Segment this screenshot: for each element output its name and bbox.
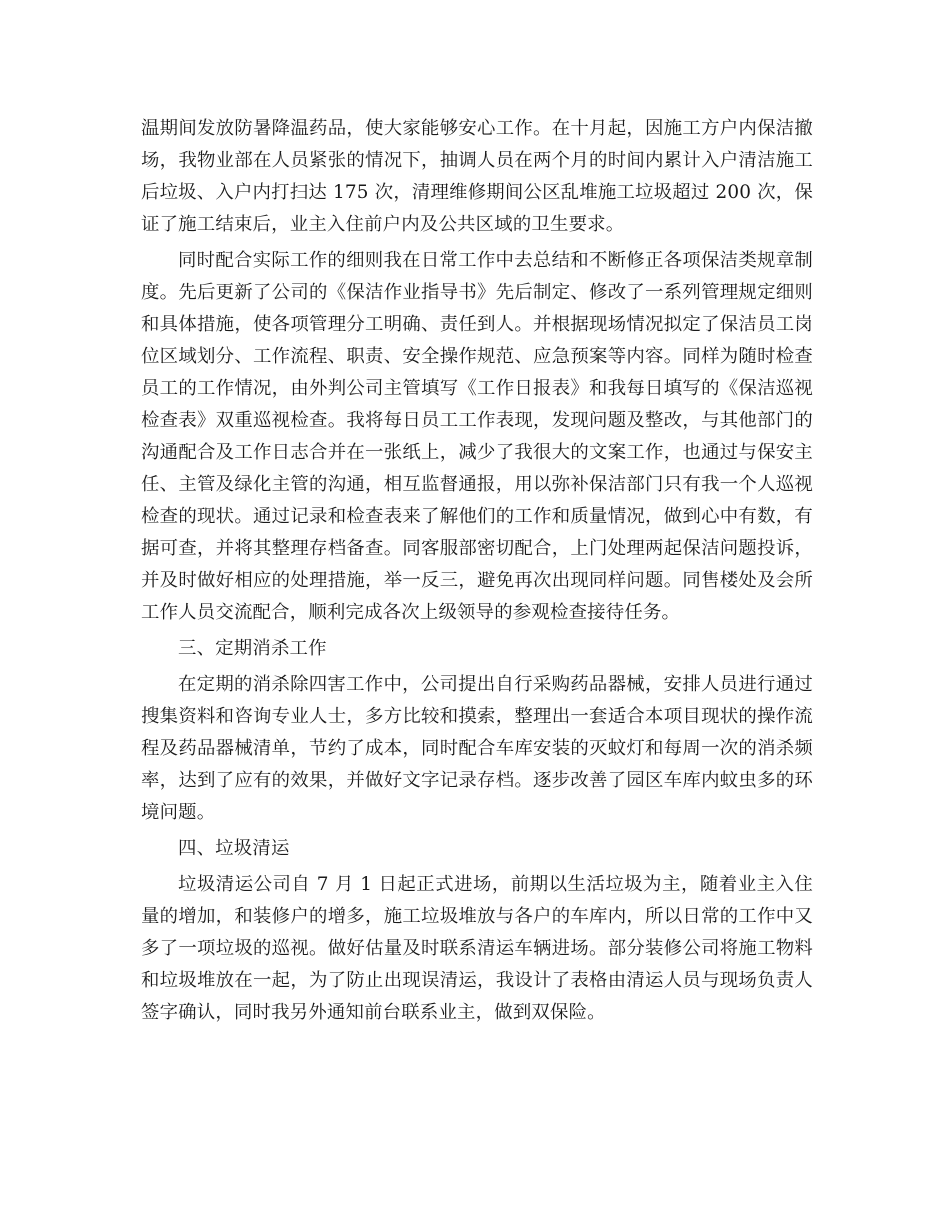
- paragraph-garbage-removal: 垃圾清运公司自 7 月 1 日起正式进场，前期以生活垃圾为主，随着业主入住量的增加，和装修户的增多，施工垃圾堆放与各户的车库内，所以日常的工作中又多了一项垃圾的巡视。做好估量及时联系清运车辆进场。部分装修公司将施工物料和垃圾堆放在一起，为了防止出现误清运，我设计了表格由清运人员与现场负责人签字确认，同时我另外通知前台联系业主，做到双保险。: [141, 874, 813, 1023]
- paragraph-cleaning-regulations: 同时配合实际工作的细则我在日常工作中去总结和不断修正各项保洁类规章制度。先后更新了公司的《保洁作业指导书》先后制定、修改了一系列管理规定细则和具体措施，使各项管理分工明确、责任到人。并根据现场情况拟定了保洁员工岗位区域划分、工作流程、职责、安全操作规范、应急预案等内容。同样为随时检查员工的工作情况，由外判公司主管填写《工作日报表》和我每日填写的《保洁巡视检查表》双重巡视检查。我将每日员工工作表现，发现问题及整改，与其他部门的沟通配合及工作日志合并在一张纸上，减少了我很大的文案工作，也通过与保安主任、主管及绿化主管的沟通，相互监督通报，用以弥补保洁部门只有我一个人巡视检查的现状。通过记录和检查表来了解他们的工作和质量情况，做到心中有数，有据可查，并将其整理存档备查。同客服部密切配合，上门处理两起保洁问题投诉，并及时做好相应的处理措施，举一反三，避免再次出现同样问题。同售楼处及会所工作人员交流配合，顺利完成各次上级领导的参观检查接待任务。: [141, 250, 813, 623]
- paragraph-continuation: 温期间发放防暑降温药品，使大家能够安心工作。在十月起，因施工方户内保洁撤场，我物业部在人员紧张的情况下，抽调人员在两个月的时间内累计入户清洁施工后垃圾、入户内打扫达 175 次，清理维修期间公区乱堆施工垃圾超过 200 次，保证了施工结束后，业主入住前户内及公共区域的卫生要求。: [141, 118, 813, 235]
- section-heading-garbage-removal: 四、垃圾清运: [178, 838, 290, 859]
- section-heading-pest-control: 三、定期消杀工作: [178, 638, 327, 659]
- paragraph-pest-control: 在定期的消杀除四害工作中，公司提出自行采购药品器械，安排人员进行通过搜集资料和咨询专业人士，多方比较和摸索，整理出一套适合本项目现状的操作流程及药品器械清单，节约了成本，同时配合车库安装的灭蚊灯和每周一次的消杀频率，达到了应有的效果，并做好文字记录存档。逐步改善了园区车库内蚊虫多的环境问题。: [141, 674, 813, 823]
- document-body: [141, 113, 813, 1033]
